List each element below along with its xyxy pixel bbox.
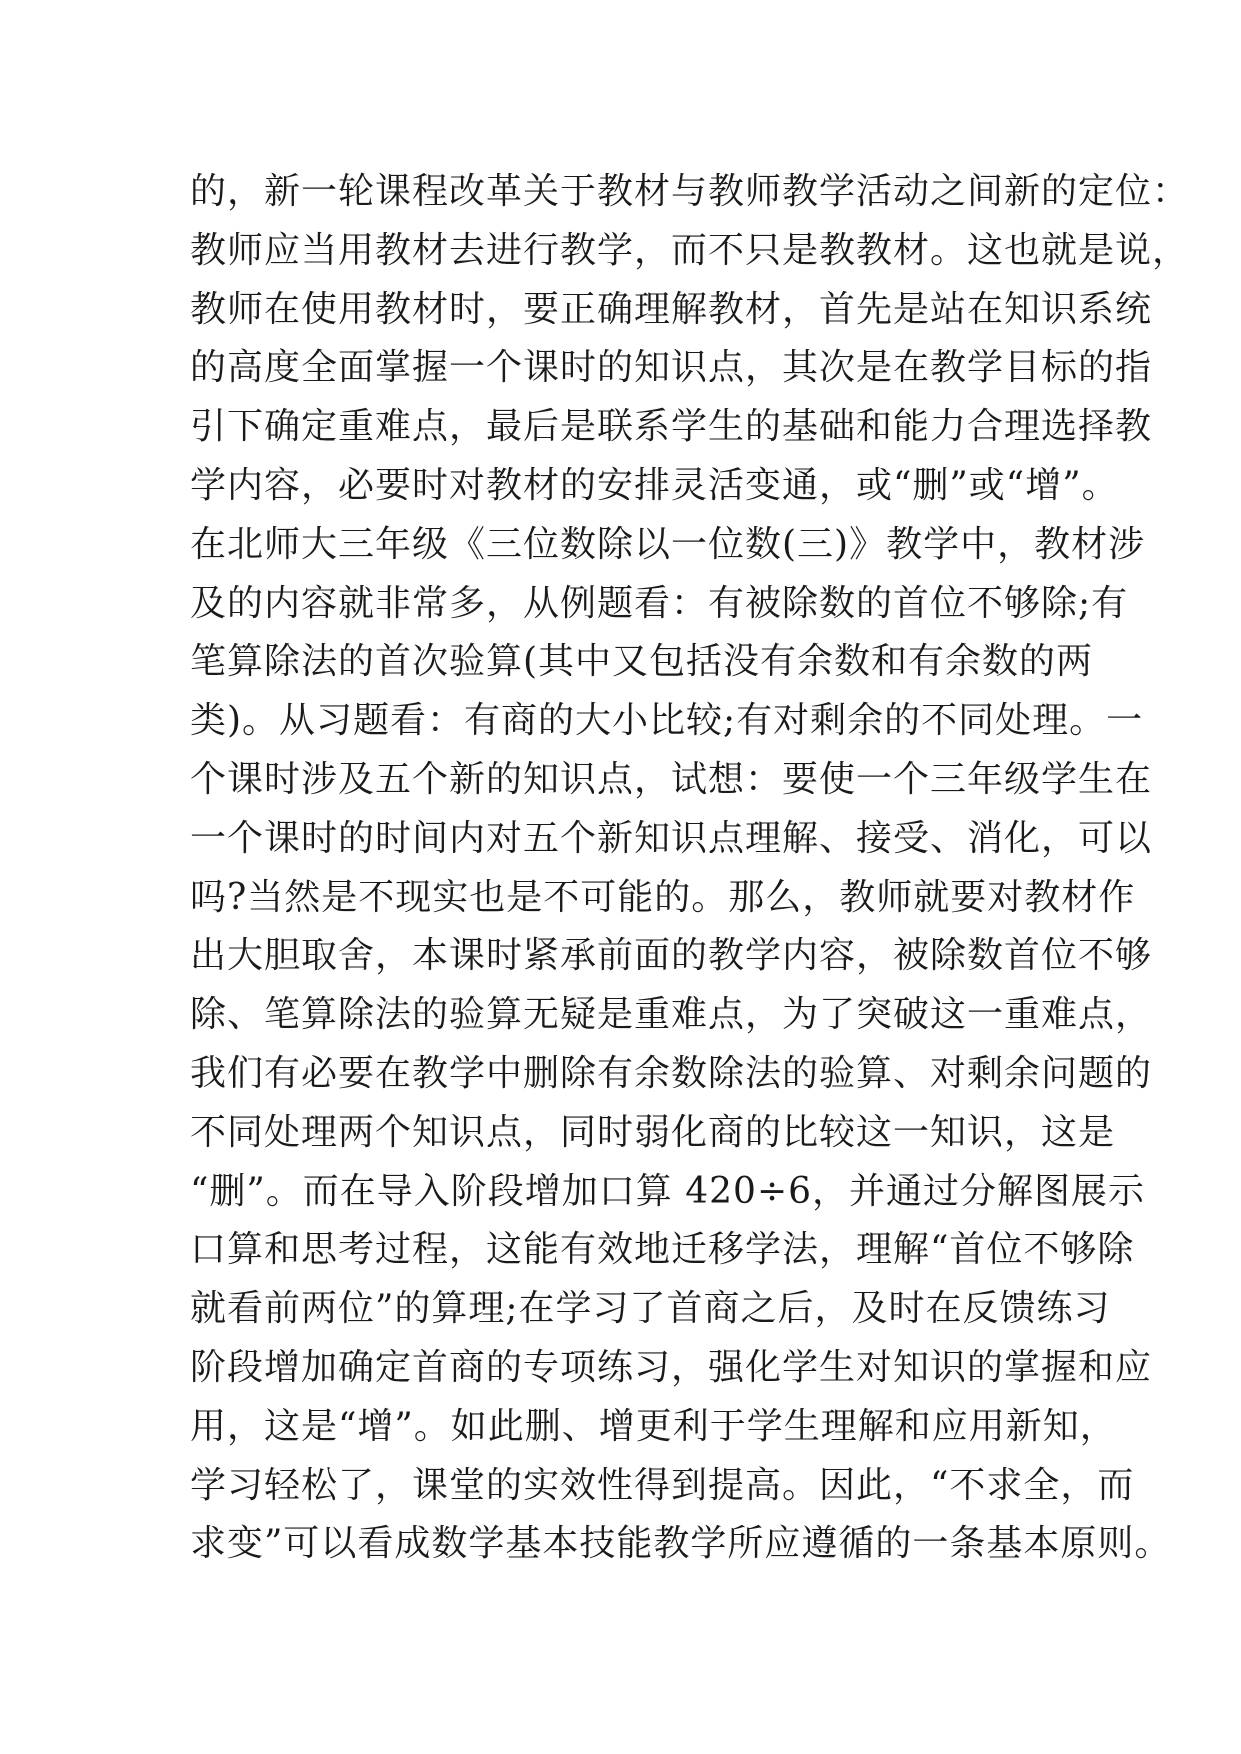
text-line: 笔算除法的首次验算(其中又包括没有余数和有余数的两 (190, 641, 1094, 683)
text-line: 个课时涉及五个新的知识点，试想：要使一个三年级学生在 (190, 758, 1153, 800)
text-line: “删”。而在导入阶段增加口算 420÷6，并通过分解图展示 (190, 1170, 1146, 1212)
text-line: 我们有必要在教学中删除有余数除法的验算、对剩余问题的 (190, 1052, 1153, 1094)
text-line: 在北师大三年级《三位数除以一位数(三)》教学中，教材涉 (190, 523, 1146, 565)
text-line: 用，这是“增”。如此删、增更利于学生理解和应用新知， (190, 1405, 1117, 1447)
text-line: 学习轻松了，课堂的实效性得到提高。因此，“不求全，而 (190, 1464, 1135, 1506)
text-line: 及的内容就非常多，从例题看：有被除数的首位不够除;有 (190, 582, 1129, 624)
text-line: 就看前两位”的算理;在学习了首商之后，及时在反馈练习 (190, 1288, 1111, 1330)
text-line: 学内容，必要时对教材的安排灵活变通，或“删”或“增”。 (190, 464, 1119, 506)
text-line: 引下确定重难点，最后是联系学生的基础和能力合理选择教 (190, 406, 1153, 448)
body-paragraph (190, 163, 1190, 1574)
text-line: 教师应当用教材去进行教学，而不只是教教材。这也就是说， (190, 229, 1190, 271)
text-line: 类)。从习题看：有商的大小比较;有对剩余的不同处理。一 (190, 700, 1144, 742)
text-line: 教师在使用教材时，要正确理解教材，首先是站在知识系统 (190, 288, 1153, 330)
text-line: 的，新一轮课程改革关于教材与教师教学活动之间新的定位： (190, 171, 1190, 212)
text-line: 除、笔算除法的验算无疑是重难点，为了突破这一重难点， (190, 994, 1153, 1036)
text-line: 口算和思考过程，这能有效地迁移学法，理解“首位不够除 (190, 1229, 1135, 1271)
text-line: 不同处理两个知识点，同时弱化商的比较这一知识，这是 (190, 1111, 1116, 1153)
text-line: 的高度全面掌握一个课时的知识点，其次是在教学目标的指 (190, 347, 1153, 389)
text-line: 吗?当然是不现实也是不可能的。那么，教师就要对教材作 (190, 876, 1136, 918)
text-line: 一个课时的时间内对五个新知识点理解、接受、消化，可以 (190, 817, 1153, 859)
text-line: 求变”可以看成数学基本技能教学所应遵循的一条基本原则。 (190, 1523, 1172, 1565)
text-line: 出大胆取舍，本课时紧承前面的教学内容，被除数首位不够 (190, 935, 1153, 977)
text-line: 阶段增加确定首商的专项练习，强化学生对知识的掌握和应 (190, 1346, 1153, 1388)
